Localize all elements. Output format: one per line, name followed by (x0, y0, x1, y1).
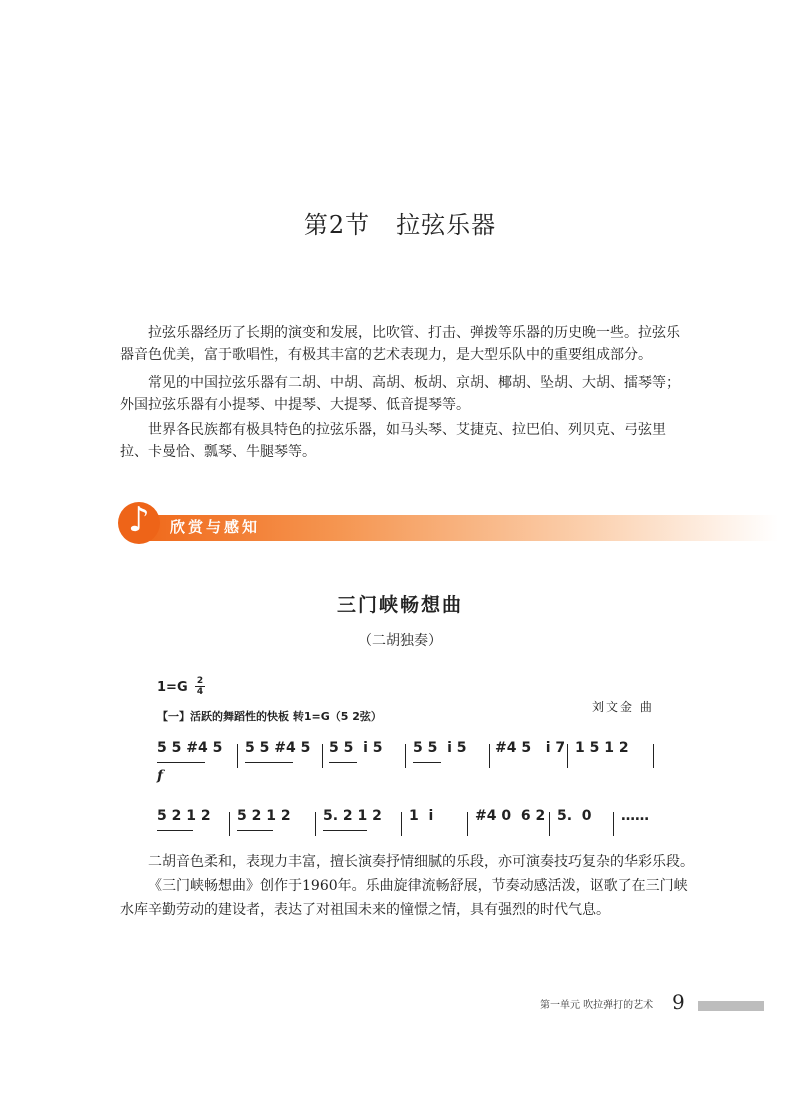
beam (157, 762, 205, 763)
time-signature (195, 676, 205, 697)
barline (229, 812, 230, 836)
measure: 5. 0 (557, 808, 592, 824)
beam (329, 762, 357, 763)
measure: #4 0 6 2 (475, 808, 546, 824)
time-top: 2 (196, 676, 204, 686)
beam (237, 830, 273, 831)
music-note-icon: ♪ (128, 500, 150, 540)
body-paragraph-2: 《三门峡畅想曲》创作于1960年。乐曲旋律流畅舒展，节奏动感活泼，讴歌了在三门峡水库辛勤劳动的建设者，表达了对祖国未来的憧憬之情，具有强烈的时代气息。 (120, 878, 688, 918)
intro-paragraph-3: 世界各民族都有极具特色的拉弦乐器，如马头琴、艾捷克、拉巴伯、列贝克、弓弦里拉、卡曼恰、瓢琴、牛腿琴等。 (120, 422, 666, 460)
barline (315, 812, 316, 836)
beam (323, 830, 367, 831)
time-bottom: 4 (196, 687, 204, 697)
barline (401, 812, 402, 836)
measure: 5 5 #4 5 (157, 740, 223, 756)
measure: 5. 2 1 2 (323, 808, 382, 824)
barline (653, 744, 654, 768)
page-number: 9 (672, 990, 685, 1014)
barline (322, 744, 323, 768)
body-paragraph-1: 二胡音色柔和，表现力丰富，擅长演奏抒情细腻的乐段，亦可演奏技巧复杂的华彩乐段。 (148, 854, 694, 870)
barline (467, 812, 468, 836)
measure: 1 i (409, 808, 434, 824)
measure: 5 5 #4 5 (245, 740, 311, 756)
measure: 5 5 i 5 (413, 740, 467, 756)
barline (549, 812, 550, 836)
tempo-marking: 【一】活跃的舞蹈性的快板 转1=G（5 2弦） (157, 710, 382, 723)
beam (413, 762, 441, 763)
piece-title: 三门峡畅想曲 (336, 594, 463, 616)
appreciation-banner (118, 500, 778, 546)
section-number: 第2节 (303, 211, 371, 239)
intro-paragraph-1: 拉弦乐器经历了长期的演变和发展，比吹管、打击、弹拨等乐器的历史晚一些。拉弦乐器音色优美，富于歌唱性，有极其丰富的艺术表现力，是大型乐队中的重要组成部分。 (120, 325, 680, 363)
intro-paragraph-2: 常见的中国拉弦乐器有二胡、中胡、高胡、板胡、京胡、椰胡、坠胡、大胡、擂琴等；外国拉弦乐器有小提琴、中提琴、大提琴、低音提琴等。 (120, 375, 680, 413)
composer: 刘文金 曲 (592, 700, 654, 714)
barline (237, 744, 238, 768)
score-key: 1=G (157, 680, 188, 695)
beam (157, 830, 193, 831)
section-name: 拉弦乐器 (396, 211, 497, 239)
measure: 1 5 1 2 (575, 740, 629, 756)
barline (567, 744, 568, 768)
section-title (0, 205, 800, 240)
measure: #4 5 i 7 (495, 740, 566, 756)
score-line-1 (157, 740, 657, 784)
measure: …… (621, 808, 649, 824)
footer-bar (698, 1001, 764, 1011)
barline (489, 744, 490, 768)
barline (613, 812, 614, 836)
piece-subtitle: （二胡独奏） (358, 633, 442, 649)
footer-unit: 第一单元 吹拉弹打的艺术 (540, 1000, 654, 1011)
barline (405, 744, 406, 768)
score-line-2 (157, 808, 657, 848)
measure: 5 2 1 2 (157, 808, 211, 824)
measure: 5 5 i 5 (329, 740, 383, 756)
beam (245, 762, 293, 763)
measure: 5 2 1 2 (237, 808, 291, 824)
banner-label: 欣赏与感知 (170, 518, 261, 536)
dynamic-marking: f (157, 768, 164, 784)
